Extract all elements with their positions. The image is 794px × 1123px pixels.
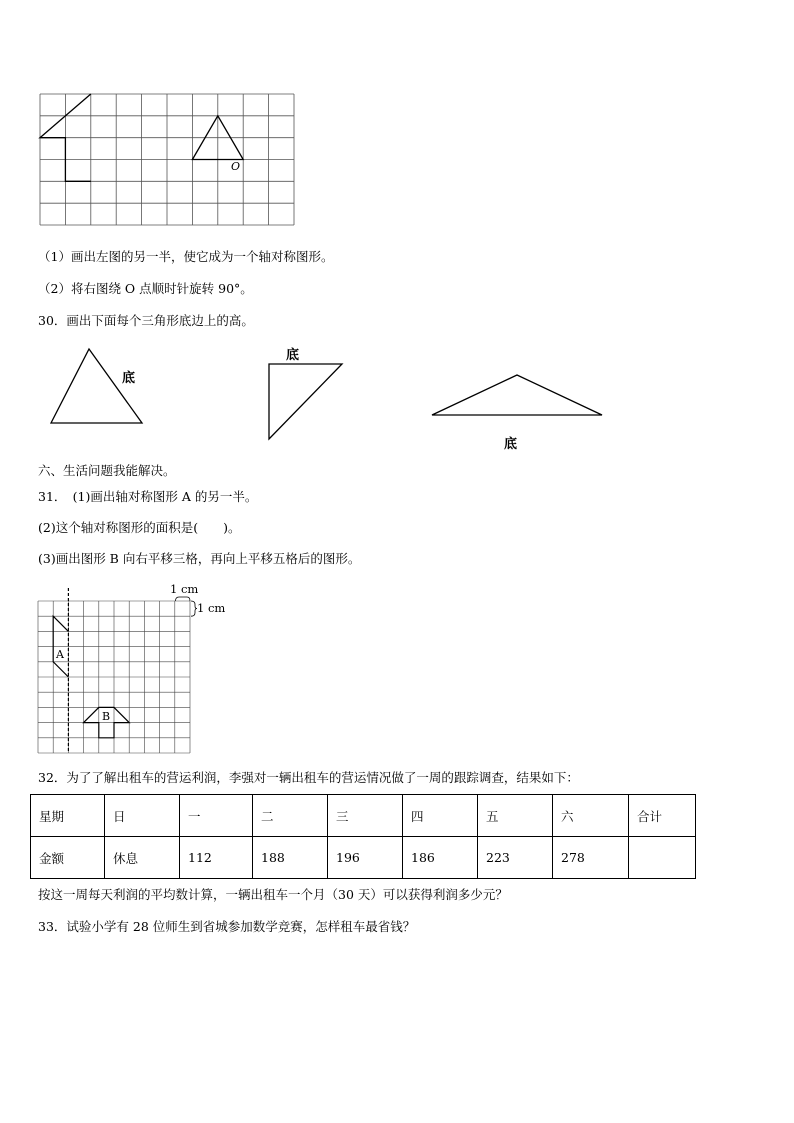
table-row [31,795,696,837]
table-cell: 六 [553,795,629,837]
table-cell: 合计 [629,795,696,837]
table-cell: 日 [105,795,180,837]
point-o-label: O [231,160,241,173]
shape-b-label: B [102,710,111,723]
table-cell: 二 [253,795,328,837]
table-cell: 278 [553,837,629,879]
triangle-2-base-label: 底 [286,348,300,363]
q32-text: 32．为了了解出租车的营运利润，李强对一辆出租车的营运情况做了一周的跟踪调查，结果如下： [38,770,579,785]
table-cell [629,837,696,879]
unit-height-label: 1 cm [197,601,226,615]
q31-line3: (3)画出图形 B 向右平移三格，再向上平移五格后的图形。 [38,551,361,566]
triangle-1-base-label: 底 [122,371,136,386]
profit-table [30,794,696,879]
q29-item1: （1）画出左图的另一半，使它成为一个轴对称图形。 [38,249,334,264]
table-row [31,837,696,879]
q31-line1: 31． (1)画出轴对称图形 A 的另一半。 [38,489,258,504]
triangle-2 [269,364,342,439]
table-cell: 金额 [31,837,105,879]
unit-width-label: 1 cm [170,582,199,596]
table-cell: 112 [180,837,253,879]
triangle-1 [51,349,142,423]
q30-triangles [40,340,620,455]
table-cell: 星期 [31,795,105,837]
q33-text: 33．试验小学有 28 位师生到省城参加数学竞赛，怎样租车最省钱？ [38,919,416,934]
table-cell: 186 [403,837,478,879]
table-cell: 188 [253,837,328,879]
table-cell: 三 [328,795,403,837]
q31-grid-figure [36,580,236,756]
q29-item2: （2）将右图绕 O 点顺时针旋转 90°。 [38,281,253,296]
table-cell: 196 [328,837,403,879]
section6-title: 六、生活问题我能解决。 [38,463,176,478]
q30-text: 30．画出下面每个三角形底边上的高。 [38,313,254,328]
q29-grid-figure [38,92,296,228]
triangle-3 [432,375,602,415]
table-cell: 一 [180,795,253,837]
triangle-3-base-label: 底 [504,437,518,452]
q32-question: 按这一周每天利润的平均数计算，一辆出租车一个月（30 天）可以获得利润多少元？ [38,887,508,902]
shape-a-label: A [56,648,64,661]
table-cell: 五 [478,795,553,837]
table-cell: 四 [403,795,478,837]
table-cell: 223 [478,837,553,879]
q31-line2: (2)这个轴对称图形的面积是( )。 [38,520,241,535]
table-cell: 休息 [105,837,180,879]
